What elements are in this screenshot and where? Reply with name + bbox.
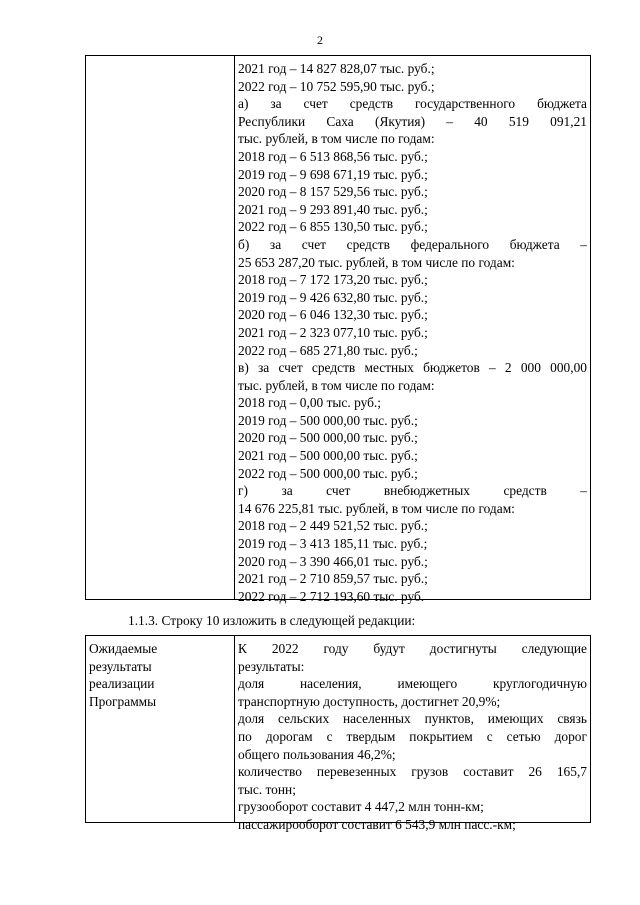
results-table-content-cell: [235, 636, 590, 832]
results-label-line: результаты: [89, 658, 152, 674]
funding-line: 2022 год – 10 752 595,90 тыс. руб.;: [238, 78, 435, 94]
results-table: [85, 635, 591, 832]
funding-line: 2019 год – 9 698 671,19 тыс. руб.;: [238, 166, 428, 182]
funding-line: а) за счет средств государственного бюджета: [238, 96, 587, 112]
results-line: пассажирооборот составит 6 543,9 млн пасс.-км;: [238, 816, 516, 832]
funding-line: в) за счет средств местных бюджетов – 2 000 000,00: [238, 360, 587, 376]
funding-line: 2020 год – 6 046 132,30 тыс. руб.;: [238, 307, 428, 323]
results-line: транспортную доступность, достигнет 20,9%;: [238, 693, 501, 709]
funding-table-content-cell: [235, 56, 590, 604]
funding-line: 2021 год – 9 293 891,40 тыс. руб.;: [238, 201, 428, 217]
funding-line: 25 653 287,20 тыс. рублей, в том числе по годам:: [238, 254, 515, 270]
funding-line: 2018 год – 0,00 тыс. руб.;: [238, 395, 381, 411]
results-line: по дорогам с твердым покрытием с сетью дорог: [238, 728, 587, 744]
results-line: количество перевезенных грузов составит 26 165,7: [238, 764, 587, 780]
funding-table-label-cell: [86, 56, 235, 599]
results-line: грузооборот составит 4 447,2 млн тонн-км;: [238, 799, 484, 815]
funding-table: [85, 55, 591, 604]
funding-line: 2018 год – 2 449 521,52 тыс. руб.;: [238, 518, 428, 534]
funding-line: 2021 год – 2 710 859,57 тыс. руб.;: [238, 571, 428, 587]
funding-line: 2018 год – 7 172 173,20 тыс. руб.;: [238, 272, 428, 288]
funding-line: 14 676 225,81 тыс. рублей, в том числе по годам:: [238, 500, 515, 516]
funding-line: г) за счет внебюджетных средств –: [238, 483, 587, 499]
funding-line: б) за счет средств федерального бюджета –: [238, 236, 587, 252]
funding-line: 2022 год – 2 712 193,60 тыс. руб.: [238, 588, 425, 604]
results-line: доля населения, имеющего круглогодичную: [238, 676, 587, 692]
results-label-line: реализации: [89, 676, 155, 692]
page-number: 2: [317, 33, 323, 47]
funding-line: 2021 год – 14 827 828,07 тыс. руб.;: [238, 61, 435, 76]
results-line: общего пользования 46,2%;: [238, 746, 396, 762]
funding-line: 2022 год – 685 271,80 тыс. руб.;: [238, 342, 418, 358]
section-heading: 1.1.3. Строку 10 изложить в следующей редакции:: [128, 613, 416, 628]
funding-line: тыс. рублей, в том числе по годам:: [238, 131, 435, 147]
funding-line: 2020 год – 3 390 466,01 тыс. руб.;: [238, 553, 428, 569]
funding-line: Республики Саха (Якутия) – 40 519 091,21: [238, 113, 587, 129]
funding-line: тыс. рублей, в том числе по годам:: [238, 377, 435, 393]
results-line: доля сельских населенных пунктов, имеющих связь: [238, 711, 587, 727]
funding-line: 2019 год – 500 000,00 тыс. руб.;: [238, 412, 418, 428]
results-label-line: Программы: [89, 693, 157, 709]
funding-line: 2019 год – 9 426 632,80 тыс. руб.;: [238, 289, 428, 305]
funding-line: 2020 год – 8 157 529,56 тыс. руб.;: [238, 184, 428, 200]
funding-line: 2021 год – 2 323 077,10 тыс. руб.;: [238, 324, 428, 340]
results-line: К 2022 году будут достигнуты следующие: [238, 641, 587, 656]
funding-line: 2019 год – 3 413 185,11 тыс. руб.;: [238, 536, 428, 552]
funding-line: 2022 год – 6 855 130,50 тыс. руб.;: [238, 219, 428, 235]
results-table-label-cell: [86, 636, 235, 822]
results-label-line: Ожидаемые: [89, 641, 158, 656]
funding-line: 2021 год – 500 000,00 тыс. руб.;: [238, 448, 418, 464]
funding-line: 2020 год – 500 000,00 тыс. руб.;: [238, 430, 418, 446]
funding-line: 2022 год – 500 000,00 тыс. руб.;: [238, 465, 418, 481]
results-line: результаты:: [238, 658, 305, 674]
results-line: тыс. тонн;: [238, 781, 296, 797]
funding-line: 2018 год – 6 513 868,56 тыс. руб.;: [238, 148, 428, 164]
